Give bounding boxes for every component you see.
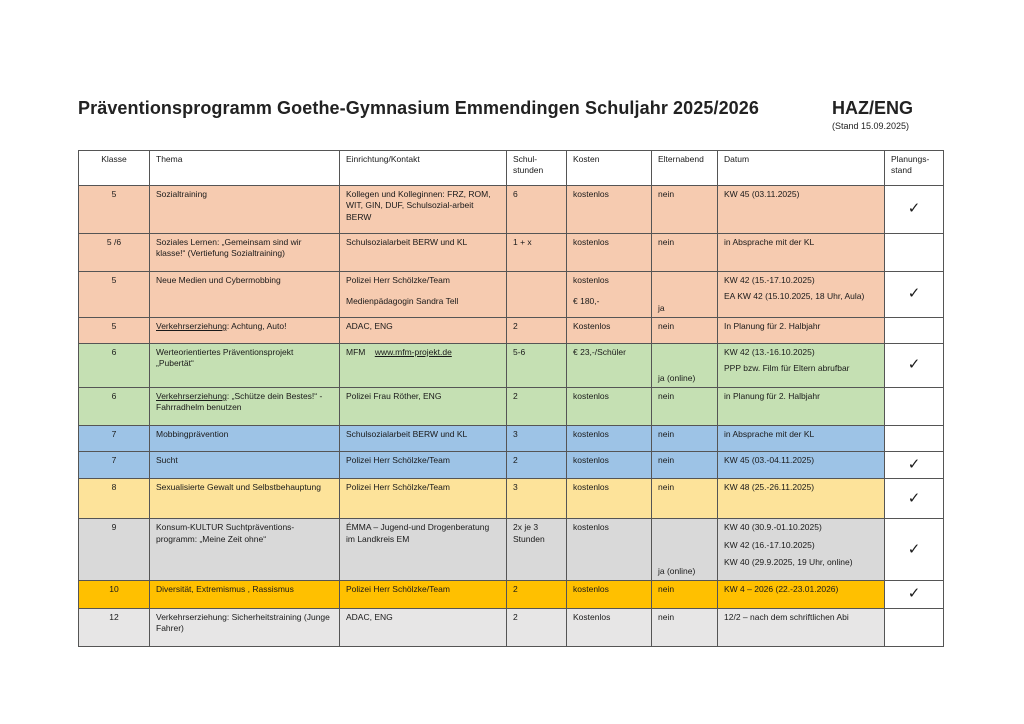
table-row xyxy=(79,519,944,581)
cell-elternabend: nein xyxy=(652,608,718,646)
cell-datum xyxy=(718,272,885,318)
kosten-line: kostenlos xyxy=(573,275,609,285)
cell-klasse: 5 xyxy=(79,272,150,318)
cell-einrichtung: Polizei Frau Röther, ENG xyxy=(340,388,507,426)
cell-thema: Sucht xyxy=(150,452,340,479)
cell-klasse: 5 xyxy=(79,318,150,344)
check-icon: ✓ xyxy=(885,479,944,519)
cell-klasse: 7 xyxy=(79,426,150,452)
col-einrichtung: Einrichtung/Kontakt xyxy=(340,151,507,186)
cell-elternabend: nein xyxy=(652,186,718,234)
cell-einrichtung: Kollegen und Kolleginnen: FRZ, ROM, WIT, GIN, DUF, Schulsozial-arbeit BERW xyxy=(340,186,507,234)
cell-datum: KW 45 (03.11.2025) xyxy=(718,186,885,234)
cell-kosten: kostenlos xyxy=(567,479,652,519)
cell-thema: Konsum-KULTUR Suchtpräventions-programm: „Meine Zeit ohne“ xyxy=(150,519,340,581)
cell-klasse: 10 xyxy=(79,581,150,608)
check-icon: ✓ xyxy=(885,519,944,581)
cell-kosten: kostenlos xyxy=(567,426,652,452)
document-code: HAZ/ENG xyxy=(832,98,913,118)
cell-datum: KW 48 (25.-26.11.2025) xyxy=(718,479,885,519)
cell-schulstunden: 2 xyxy=(507,608,567,646)
cell-einrichtung: ÉMMA – Jugend-und Drogenberatung im Landkreis EM xyxy=(340,519,507,581)
cell-kosten: kostenlos xyxy=(567,581,652,608)
cell-datum: 12/2 – nach dem schriftlichen Abi xyxy=(718,608,885,646)
cell-kosten: kostenlos xyxy=(567,452,652,479)
cell-klasse: 9 xyxy=(79,519,150,581)
cell-kosten: kostenlos xyxy=(567,186,652,234)
header-row xyxy=(79,151,944,186)
datum-line: KW 42 (13.-16.10.2025) xyxy=(724,347,815,357)
datum-line: KW 40 (29.9.2025, 19 Uhr, online) xyxy=(724,557,853,568)
check-icon: ✓ xyxy=(885,344,944,388)
cell-thema: Neue Medien und Cybermobbing xyxy=(150,272,340,318)
cell-datum: in Absprache mit der KL xyxy=(718,234,885,272)
cell-thema: Sexualisierte Gewalt und Selbstbehauptung xyxy=(150,479,340,519)
einrichtung-name: MFM xyxy=(346,347,366,357)
cell-klasse: 5 /6 xyxy=(79,234,150,272)
check-icon: ✓ xyxy=(885,581,944,608)
table-row xyxy=(79,452,944,479)
page-title: Präventionsprogramm Goethe-Gymnasium Emmendingen Schuljahr 2025/2026 xyxy=(78,98,760,118)
cell-elternabend: ja xyxy=(652,272,718,318)
program-table xyxy=(78,150,944,647)
cell-thema: Werteorientiertes Präventionsprojekt „Pubertät“ xyxy=(150,344,340,388)
cell-datum: in Planung für 2. Halbjahr xyxy=(718,388,885,426)
cell-elternabend: ja (online) xyxy=(652,519,718,581)
cell-einrichtung: ADAC, ENG xyxy=(340,608,507,646)
table-row xyxy=(79,608,944,646)
cell-einrichtung: Polizei Herr Schölzke/Team xyxy=(340,479,507,519)
cell-datum xyxy=(718,519,885,581)
datum-line: KW 40 (30.9.-01.10.2025) xyxy=(724,522,822,533)
cell-thema: Soziales Lernen: „Gemeinsam sind wir klasse!“ (Vertiefung Sozialtraining) xyxy=(150,234,340,272)
cell-schulstunden: 2x je 3 Stunden xyxy=(507,519,567,581)
table-row xyxy=(79,388,944,426)
cell-elternabend: nein xyxy=(652,318,718,344)
cell-schulstunden: 6 xyxy=(507,186,567,234)
cell-thema xyxy=(150,318,340,344)
table-row xyxy=(79,234,944,272)
cell-einrichtung: Polizei Herr Schölzke/Team xyxy=(340,452,507,479)
cell-schulstunden: 2 xyxy=(507,318,567,344)
cell-einrichtung: Schulsozialarbeit BERW und KL xyxy=(340,234,507,272)
thema-link-text: Verkehrserziehung xyxy=(156,321,227,331)
cell-schulstunden: 3 xyxy=(507,479,567,519)
planungsstand-empty xyxy=(885,426,944,452)
cell-thema: Sozialtraining xyxy=(150,186,340,234)
cell-klasse: 7 xyxy=(79,452,150,479)
cell-elternabend: ja (online) xyxy=(652,344,718,388)
check-icon: ✓ xyxy=(885,452,944,479)
cell-elternabend: nein xyxy=(652,388,718,426)
col-datum: Datum xyxy=(718,151,885,186)
thema-link-text: Verkehrserziehung xyxy=(156,391,227,401)
table-row xyxy=(79,426,944,452)
cell-schulstunden: 1 + x xyxy=(507,234,567,272)
cell-elternabend: nein xyxy=(652,581,718,608)
cell-elternabend: nein xyxy=(652,479,718,519)
check-icon: ✓ xyxy=(885,186,944,234)
cell-einrichtung xyxy=(340,344,507,388)
table-row xyxy=(79,272,944,318)
cell-klasse: 12 xyxy=(79,608,150,646)
cell-klasse: 6 xyxy=(79,344,150,388)
col-elternabend: Elternabend xyxy=(652,151,718,186)
col-planungsstand: Planungs- stand xyxy=(885,151,944,186)
cell-kosten: kostenlos xyxy=(567,519,652,581)
cell-kosten: kostenlos xyxy=(567,234,652,272)
cell-datum: In Planung für 2. Halbjahr xyxy=(718,318,885,344)
cell-kosten: € 23,-/Schüler xyxy=(567,344,652,388)
cell-schulstunden: 3 xyxy=(507,426,567,452)
cell-datum: in Absprache mit der KL xyxy=(718,426,885,452)
table-row xyxy=(79,186,944,234)
cell-klasse: 6 xyxy=(79,388,150,426)
cell-schulstunden: 2 xyxy=(507,388,567,426)
datum-line: KW 42 (16.-17.10.2025) xyxy=(724,539,815,550)
cell-kosten: kostenlos xyxy=(567,388,652,426)
thema-text: : Achtung, Auto! xyxy=(226,321,287,331)
cell-thema: Diversität, Extremismus , Rassismus xyxy=(150,581,340,608)
kosten-line: € 180,- xyxy=(573,296,600,307)
col-thema: Thema xyxy=(150,151,340,186)
datum-line: KW 42 (15.-17.10.2025) xyxy=(724,275,815,285)
planungsstand-empty xyxy=(885,608,944,646)
cell-kosten: Kostenlos xyxy=(567,608,652,646)
table-row xyxy=(79,318,944,344)
cell-datum: KW 4 – 2026 (22.-23.01.2026) xyxy=(718,581,885,608)
table-row xyxy=(79,479,944,519)
table-row xyxy=(79,581,944,608)
cell-thema: Verkehrserziehung: Sicherheitstraining (Junge Fahrer) xyxy=(150,608,340,646)
cell-schulstunden: 5-6 xyxy=(507,344,567,388)
cell-kosten xyxy=(567,272,652,318)
cell-elternabend: nein xyxy=(652,234,718,272)
cell-schulstunden: 2 xyxy=(507,452,567,479)
table-row xyxy=(79,344,944,388)
cell-klasse: 8 xyxy=(79,479,150,519)
cell-einrichtung: ADAC, ENG xyxy=(340,318,507,344)
cell-schulstunden: 2 xyxy=(507,581,567,608)
planungsstand-empty xyxy=(885,318,944,344)
cell-einrichtung: Polizei Herr Schölzke/Team xyxy=(340,581,507,608)
datum-line: PPP bzw. Film für Eltern abrufbar xyxy=(724,363,850,374)
col-schulstunden: Schul- stunden xyxy=(507,151,567,186)
cell-elternabend: nein xyxy=(652,426,718,452)
cell-klasse: 5 xyxy=(79,186,150,234)
datum-line: EA KW 42 (15.10.2025, 18 Uhr, Aula) xyxy=(724,291,865,302)
cell-kosten: Kostenlos xyxy=(567,318,652,344)
stand-date: (Stand 15.09.2025) xyxy=(832,121,910,131)
cell-thema xyxy=(150,388,340,426)
planungsstand-empty xyxy=(885,388,944,426)
cell-einrichtung: Schulsozialarbeit BERW und KL xyxy=(340,426,507,452)
einrichtung-line: Polizei Herr Schölzke/Team xyxy=(346,275,450,285)
cell-datum: KW 45 (03.-04.11.2025) xyxy=(718,452,885,479)
thema-text: : „Schütze dein Bestes!“ - Fahrradhelm benutzen xyxy=(156,391,323,413)
cell-thema: Mobbingprävention xyxy=(150,426,340,452)
cell-schulstunden xyxy=(507,272,567,318)
cell-datum xyxy=(718,344,885,388)
cell-einrichtung xyxy=(340,272,507,318)
einrichtung-line: Medienpädagogin Sandra Tell xyxy=(346,296,459,307)
check-icon: ✓ xyxy=(885,272,944,318)
col-klasse: Klasse xyxy=(79,151,150,186)
cell-elternabend: nein xyxy=(652,452,718,479)
planungsstand-empty xyxy=(885,234,944,272)
mfm-link[interactable]: www.mfm-projekt.de xyxy=(374,347,452,357)
col-kosten: Kosten xyxy=(567,151,652,186)
